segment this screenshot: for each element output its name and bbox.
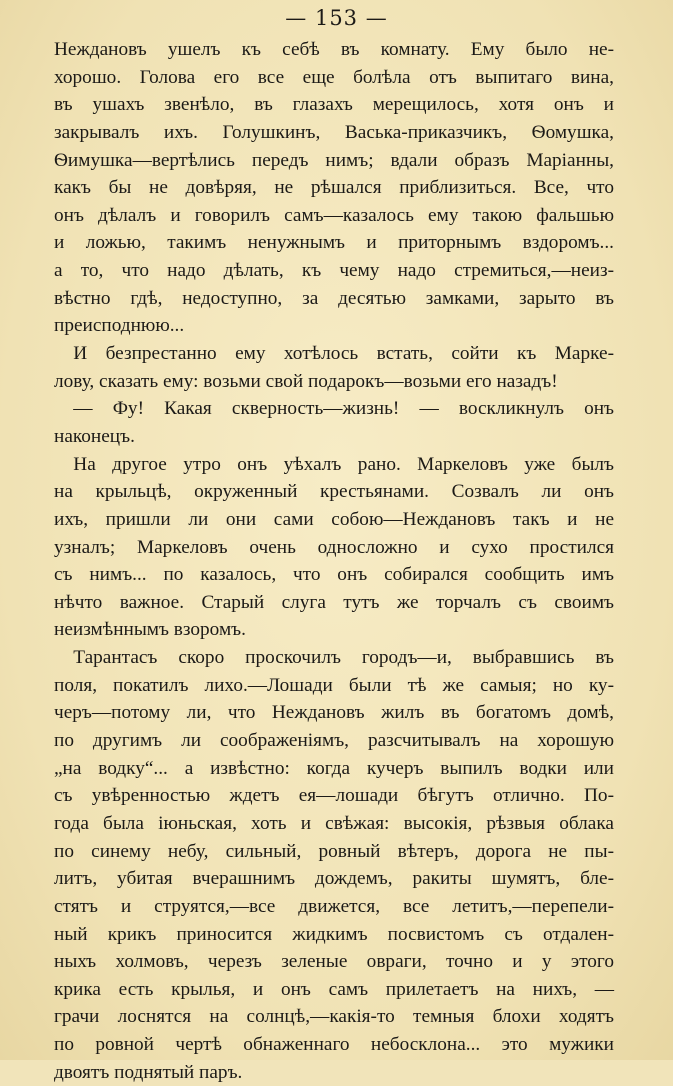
- paragraph: [54, 395, 614, 450]
- text-line: въ ушахъ звенѣло, въ глазахъ мерещилось, хотя онъ и: [54, 94, 614, 116]
- text-line: неизмѣннымъ взоромъ.: [54, 619, 246, 641]
- text-line: ныхъ холмовъ, черезъ зеленые овраги, точно и у этого: [54, 951, 614, 973]
- page-number: — 153 —: [285, 6, 388, 30]
- text-line: стятъ и струятся,—все движется, все летитъ,—перепели-: [54, 895, 614, 917]
- text-line: — Фу! Какая скверность—жизнь! — воскликнулъ онъ: [54, 398, 614, 420]
- text-line: литъ, убитая вчерашнимъ дождемъ, ракиты шумятъ, бле-: [54, 868, 614, 890]
- text-line: нѣчто важное. Старый слуга тутъ же торчалъ съ своимъ: [54, 591, 614, 613]
- text-line: преисподнюю...: [54, 315, 185, 337]
- text-line: узналъ; Маркеловъ очень односложно и сухо простился: [54, 536, 614, 558]
- paragraph: [54, 36, 614, 340]
- text-line: Неждановъ ушелъ къ себѣ въ комнату. Ему было не-: [54, 39, 614, 60]
- text-line: наконецъ.: [54, 425, 135, 447]
- text-line: И безпрестанно ему хотѣлось встать, сойти къ Марке-: [54, 343, 614, 365]
- text-line: Тарантасъ скоро проскочилъ городъ—и, выбравшись въ: [54, 647, 614, 669]
- text-line: а то, что надо дѣлать, къ чему надо стремиться,—неиз-: [54, 260, 614, 282]
- text-line: ихъ, пришли ли они сами собою—Неждановъ такъ и не: [54, 508, 614, 530]
- text-line: поля, покатилъ лихо.—Лошади были тѣ же самыя; но ку-: [54, 674, 614, 696]
- text-line: по другимъ ли соображеніямъ, разсчитывалъ на хорошую: [54, 730, 614, 752]
- text-line: по ровной чертѣ обнаженнаго небосклона... это мужики: [54, 1034, 614, 1056]
- text-line: года была іюньская, хоть и свѣжая: высокія, рѣзвыя облака: [54, 812, 614, 834]
- text-line: и ложью, такимъ ненужнымъ и приторнымъ вздоромъ...: [54, 232, 614, 254]
- text-line: черъ—потому ли, что Неждановъ жилъ въ богатомъ домѣ,: [54, 702, 614, 724]
- text-line: лову, сказать ему: возьми свой подарокъ—возьми его назадъ!: [54, 370, 558, 392]
- text-line: вѣстно гдѣ, недоступно, за десятью замками, зарыто въ: [54, 287, 614, 309]
- text-line: закрывалъ ихъ. Голушкинъ, Васька-приказчикъ, Ѳомушка,: [54, 121, 614, 143]
- text-line: „на водку“... а извѣстно: когда кучеръ выпилъ водки или: [54, 757, 614, 779]
- text-line: съ нимъ... по казалось, что онъ собирался сообщить имъ: [54, 564, 614, 586]
- text-line: На другое утро онъ уѣхалъ рано. Маркеловъ уже былъ: [54, 453, 614, 475]
- text-line: грачи лоснятся на солнцѣ,—какія-то темныя блохи ходятъ: [54, 1006, 614, 1028]
- text-line: крика есть крылья, и онъ самъ прилетаетъ на нихъ, —: [54, 978, 614, 1000]
- text-line: ный крикъ приносится жидкимъ посвистомъ съ отдален-: [54, 923, 614, 945]
- text-line: на крыльцѣ, окруженный крестьянами. Созвалъ ли онъ: [54, 481, 614, 503]
- text-line: съ увѣренностью ждетъ ея—лошади бѣгутъ отлично. По-: [54, 785, 614, 807]
- text-line: двоятъ поднятый паръ.: [54, 1061, 243, 1083]
- text-line: Ѳимушка—вертѣлись передъ нимъ; вдали образъ Маріанны,: [54, 149, 614, 171]
- paragraph: [54, 340, 614, 395]
- text-line: какъ бы не довѣряя, не рѣшался приблизиться. Все, что: [54, 177, 614, 199]
- paragraph: [54, 451, 614, 644]
- text-line: онъ дѣлалъ и говорилъ самъ—казалось ему такою фальшью: [54, 204, 614, 226]
- body-text: [54, 36, 614, 1086]
- text-line: по синему небу, сильный, ровный вѣтеръ, дорога не пы-: [54, 840, 614, 862]
- text-line: хорошо. Голова его все еще болѣла отъ выпитаго вина,: [54, 66, 614, 88]
- paragraph: [54, 644, 614, 1086]
